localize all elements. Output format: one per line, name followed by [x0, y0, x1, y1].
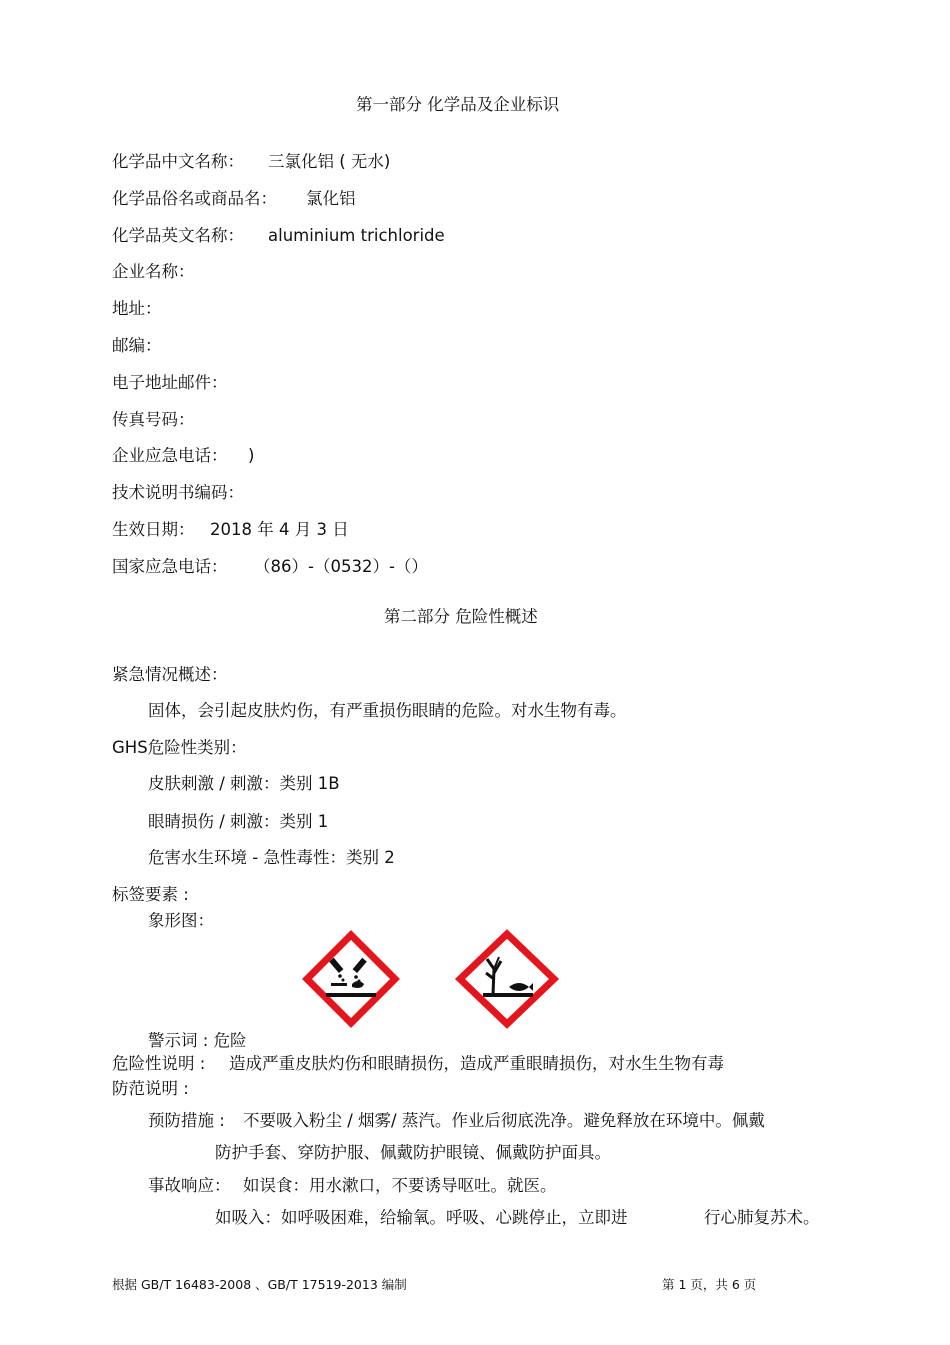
- effective-date-value: 2018 年 4 月 3 日: [210, 520, 349, 539]
- ghs-item-skin: 皮肤刺激 / 刺激：类别 1B: [148, 774, 340, 793]
- part1-title: 第一部分 化学品及企业标识: [356, 95, 560, 114]
- effective-date-label: 生效日期：: [112, 520, 195, 539]
- national-phone-value: （86）-（0532）-（）: [254, 557, 428, 576]
- en-name-value: aluminium trichloride: [268, 226, 445, 245]
- common-name-value: 氯化铝: [306, 189, 356, 208]
- response-label: 事故响应：: [148, 1176, 231, 1195]
- company-phone-value: ): [248, 446, 255, 465]
- common-name-label: 化学品俗名或商品名：: [112, 189, 277, 208]
- emergency-label: 紧急情况概述：: [112, 665, 228, 684]
- pictogram-label: 象形图：: [148, 911, 214, 930]
- en-name-label: 化学品英文名称：: [112, 226, 244, 245]
- environment-pictogram: [453, 929, 561, 1029]
- signal-word: 警示词 : 危险: [148, 1031, 247, 1050]
- response-line2b: 行心肺复苏术。: [704, 1208, 820, 1227]
- hazard-statement: 造成严重皮肤灼伤和眼睛损伤，造成严重眼睛损伤，对水生生物有毒: [229, 1054, 724, 1073]
- cn-name-label: 化学品中文名称：: [112, 152, 244, 171]
- tech-code-label: 技术说明书编码：: [112, 483, 244, 502]
- company-label: 企业名称：: [112, 262, 195, 281]
- fax-label: 传真号码：: [112, 410, 195, 429]
- national-phone-label: 国家应急电话：: [112, 557, 228, 576]
- cn-name-value: 三氯化铝 ( 无水): [268, 152, 391, 171]
- postcode-label: 邮编：: [112, 336, 162, 355]
- response-line2a: 如吸入：如呼吸困难，给输氧。呼吸、心跳停止，立即进: [215, 1208, 628, 1227]
- corrosion-pictogram: [302, 930, 400, 1028]
- response-line1: 如误食：用水漱口，不要诱导呕吐。就医。: [243, 1176, 557, 1195]
- address-label: 地址：: [112, 299, 162, 318]
- emergency-text: 固体，会引起皮肤灼伤，有严重损伤眼睛的危险。对水生物有毒。: [148, 701, 627, 720]
- prevention-line2: 防护手套、穿防护服、佩戴防护眼镜、佩戴防护面具。: [215, 1143, 611, 1162]
- email-label: 电子地址邮件：: [112, 373, 228, 392]
- ghs-item-eye: 眼睛损伤 / 刺激：类别 1: [148, 812, 329, 831]
- label-elements: 标签要素 :: [112, 885, 189, 904]
- footer-standard: 根据 GB/T 16483-2008 、GB/T 17519-2013 编制: [112, 1277, 407, 1292]
- footer-page-number: 第 1 页，共 6 页: [662, 1277, 757, 1292]
- part2-title: 第二部分 危险性概述: [384, 607, 538, 626]
- ghs-item-aquatic: 危害水生环境 - 急性毒性：类别 2: [148, 848, 395, 867]
- prevention-line1: 不要吸入粉尘 / 烟雾/ 蒸汽。作业后彻底洗净。避免释放在环境中。佩戴: [243, 1111, 765, 1130]
- ghs-label: GHS危险性类别：: [112, 738, 247, 757]
- prevention-label: 预防措施 :: [148, 1111, 225, 1130]
- precaution-label: 防范说明 :: [112, 1079, 189, 1098]
- company-phone-label: 企业应急电话：: [112, 446, 228, 465]
- hazard-statement-label: 危险性说明 :: [112, 1054, 206, 1073]
